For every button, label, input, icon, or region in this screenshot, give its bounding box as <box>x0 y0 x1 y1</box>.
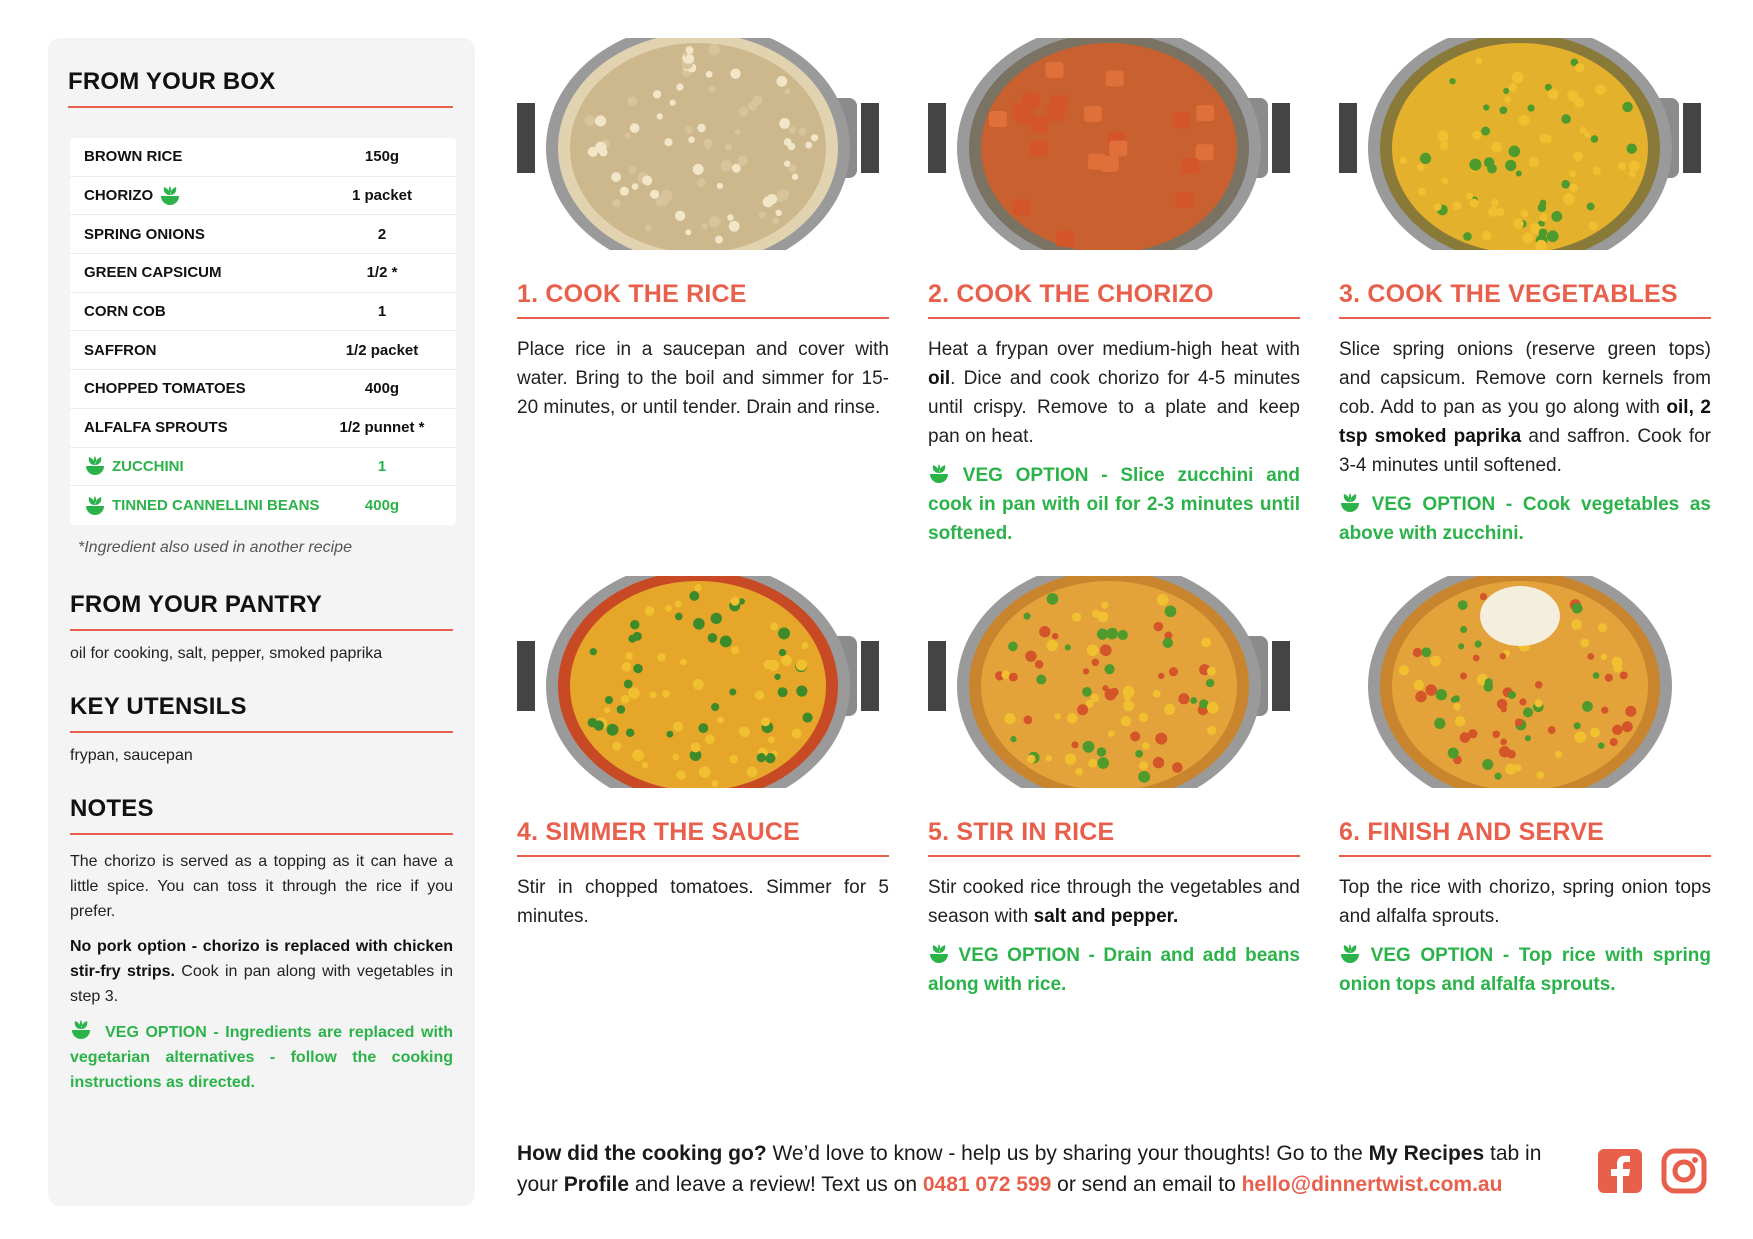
phone-link[interactable]: 0481 072 599 <box>922 1173 1052 1196</box>
step-instructions <box>928 335 1300 451</box>
ingredient-row <box>70 331 456 370</box>
ingredient-quantity: 1 packet <box>351 187 413 205</box>
step-photo <box>517 38 879 250</box>
ingredient-name <box>84 380 322 397</box>
veg-leaf-icon <box>928 463 950 485</box>
notes-heading: NOTES <box>70 795 453 835</box>
notes-paragraph: The chorizo is served as a topping as it can have a little spice. You can toss it through the rice if you prefer. <box>70 852 453 920</box>
ingredient-name <box>84 495 322 517</box>
ingredient-row <box>70 486 456 525</box>
ingredient-name <box>84 226 322 243</box>
profile-label: Profile <box>563 1173 630 1196</box>
step-text: Stir cooked rice through the vegetables and season with <box>928 877 1300 927</box>
instagram-icon[interactable] <box>1661 1148 1707 1194</box>
step-photo <box>928 38 1290 250</box>
pantry-text: oil for cooking, salt, pepper, smoked paprika <box>70 644 383 662</box>
recipe-step <box>517 576 889 931</box>
step-title: 3. COOK THE VEGETABLES <box>1339 280 1711 319</box>
step-text: . Dice and cook chorizo for 4-5 minutes until crispy. Remove to a plate and keep pan on heat. <box>928 368 1300 447</box>
feedback-text-4: or send an email to <box>1051 1173 1242 1196</box>
step-veg-option <box>928 941 1300 999</box>
ingredient-label: SAFFRON <box>84 341 157 359</box>
veg-option-text: VEG OPTION - Top rice with spring onion tops and alfalfa sprouts. <box>1339 945 1711 995</box>
ingredient-quantity: 400g <box>364 497 400 515</box>
recipe-step <box>928 576 1300 999</box>
ingredient-row <box>70 138 456 177</box>
step-veg-option <box>1339 941 1711 999</box>
ingredient-quantity: 1/2 punnet * <box>339 419 425 437</box>
veg-leaf-icon <box>928 943 950 965</box>
step-title: 5. STIR IN RICE <box>928 818 1300 857</box>
ingredients-table <box>70 138 456 525</box>
recipe-step <box>517 38 889 422</box>
step-veg-option <box>1339 490 1711 548</box>
ingredient-row <box>70 254 456 293</box>
ingredient-name <box>84 342 322 359</box>
step-photo <box>928 576 1290 788</box>
veg-option-text: VEG OPTION - Slice zucchini and cook in pan with oil for 2-3 minutes until softened. <box>928 465 1300 544</box>
recipe-step <box>928 38 1300 548</box>
veg-leaf-icon <box>1339 492 1361 514</box>
ingredient-quantity: 2 <box>377 225 387 243</box>
email-link[interactable]: hello@dinnertwist.com.au <box>1241 1173 1503 1196</box>
step-text: Heat a frypan over medium-high heat with <box>928 339 1300 360</box>
feedback-text-3: and leave a review! Text us on <box>629 1173 923 1196</box>
veg-option-text: VEG OPTION - Cook vegetables as above with zucchini. <box>1339 494 1712 544</box>
veg-leaf-icon <box>70 1019 92 1041</box>
step-emphasis: oil, 2 tsp smoked paprika <box>1339 397 1711 447</box>
step-emphasis: oil <box>928 368 951 389</box>
ingredient-quantity: 150g <box>364 148 400 166</box>
ingredients-panel <box>48 38 475 1206</box>
key-utensils-heading: KEY UTENSILS <box>70 693 453 733</box>
step-photo <box>1339 38 1701 250</box>
step-photo <box>517 576 879 788</box>
ingredient-name <box>84 303 322 320</box>
notes-no-pork <box>70 934 453 1009</box>
ingredient-name <box>84 148 322 165</box>
veg-leaf-icon <box>159 185 181 207</box>
ingredient-name <box>84 185 322 207</box>
ingredient-row <box>70 448 456 487</box>
step-instructions <box>517 873 889 931</box>
ingredient-name <box>84 419 322 436</box>
ingredient-name <box>84 455 322 477</box>
from-your-box-heading: FROM YOUR BOX <box>68 68 453 108</box>
step-photo <box>1339 576 1701 788</box>
no-pork-bold: No pork option - chorizo is replaced with chicken stir-fry strips. <box>70 937 453 980</box>
ingredient-label: GREEN CAPSICUM <box>84 264 222 282</box>
ingredient-label: CORN COB <box>84 303 166 321</box>
step-title: 1. COOK THE RICE <box>517 280 889 319</box>
step-instructions <box>517 335 889 422</box>
ingredient-row <box>70 215 456 254</box>
step-text: Stir in chopped tomatoes. Simmer for 5 minutes. <box>517 877 889 927</box>
step-veg-option <box>928 461 1300 548</box>
ingredient-row <box>70 177 456 216</box>
step-text: Place rice in a saucepan and cover with water. Bring to the boil and simmer for 15-20 minutes, or until tender. Drain and rinse. <box>517 339 889 418</box>
step-instructions <box>928 873 1300 931</box>
veg-option-text: VEG OPTION - Drain and add beans along with rice. <box>928 945 1301 995</box>
facebook-icon[interactable] <box>1597 1148 1643 1194</box>
feedback-footer <box>517 1138 1577 1200</box>
step-emphasis: salt and pepper. <box>1033 906 1179 927</box>
from-your-pantry-heading: FROM YOUR PANTRY <box>70 591 453 631</box>
feedback-text-1: We’d love to know - help us by sharing your thoughts! Go to the <box>766 1142 1369 1165</box>
ingredient-quantity: 1/2 packet <box>345 341 419 359</box>
ingredient-label: SPRING ONIONS <box>84 225 205 243</box>
ingredient-quantity: 400g <box>364 380 400 398</box>
veg-leaf-icon <box>84 455 106 477</box>
feedback-text-2: tab in your <box>517 1142 1542 1196</box>
ingredient-quantity: 1 <box>377 303 387 321</box>
ingredient-label: ZUCCHINI <box>112 457 184 475</box>
ingredient-footnote: *Ingredient also used in another recipe <box>78 538 352 556</box>
step-title: 4. SIMMER THE SAUCE <box>517 818 889 857</box>
step-text: Slice spring onions (reserve green tops) and capsicum. Remove corn kernels from cob. Add to pan as you go along with <box>1339 339 1711 418</box>
my-recipes-label: My Recipes <box>1368 1142 1485 1165</box>
ingredient-row <box>70 293 456 332</box>
no-pork-rest: Cook in pan along with vegetables in step 3. <box>70 962 454 1005</box>
ingredient-row <box>70 370 456 409</box>
step-text: and saffron. Cook for 3-4 minutes until softened. <box>1339 426 1712 476</box>
ingredient-name <box>84 264 322 281</box>
step-title: 6. FINISH AND SERVE <box>1339 818 1711 857</box>
feedback-question: How did the cooking go? <box>517 1142 767 1165</box>
notes-veg-text: VEG OPTION - Ingredients are replaced with vegetarian alternatives - follow the cooking instructions as directed. <box>70 1023 454 1091</box>
notes-veg-option <box>70 1019 453 1095</box>
step-text: Top the rice with chorizo, spring onion tops and alfalfa sprouts. <box>1339 877 1711 927</box>
ingredient-label: BROWN RICE <box>84 148 183 166</box>
veg-leaf-icon <box>84 495 106 517</box>
ingredient-label: CHOPPED TOMATOES <box>84 380 246 398</box>
ingredient-row <box>70 409 456 448</box>
ingredient-quantity: 1/2 * <box>366 264 398 282</box>
ingredient-label: CHORIZO <box>84 187 154 205</box>
utensils-text: frypan, saucepan <box>70 746 193 764</box>
recipe-step <box>1339 576 1711 999</box>
ingredient-label: ALFALFA SPROUTS <box>84 419 228 437</box>
step-title: 2. COOK THE CHORIZO <box>928 280 1300 319</box>
social-links <box>1597 1148 1707 1194</box>
step-instructions <box>1339 873 1711 931</box>
recipe-step <box>1339 38 1711 548</box>
veg-leaf-icon <box>1339 943 1361 965</box>
notes-body <box>70 849 453 1095</box>
ingredient-label: TINNED CANNELLINI BEANS <box>112 497 320 515</box>
step-instructions <box>1339 335 1711 480</box>
ingredient-quantity: 1 <box>377 457 387 475</box>
